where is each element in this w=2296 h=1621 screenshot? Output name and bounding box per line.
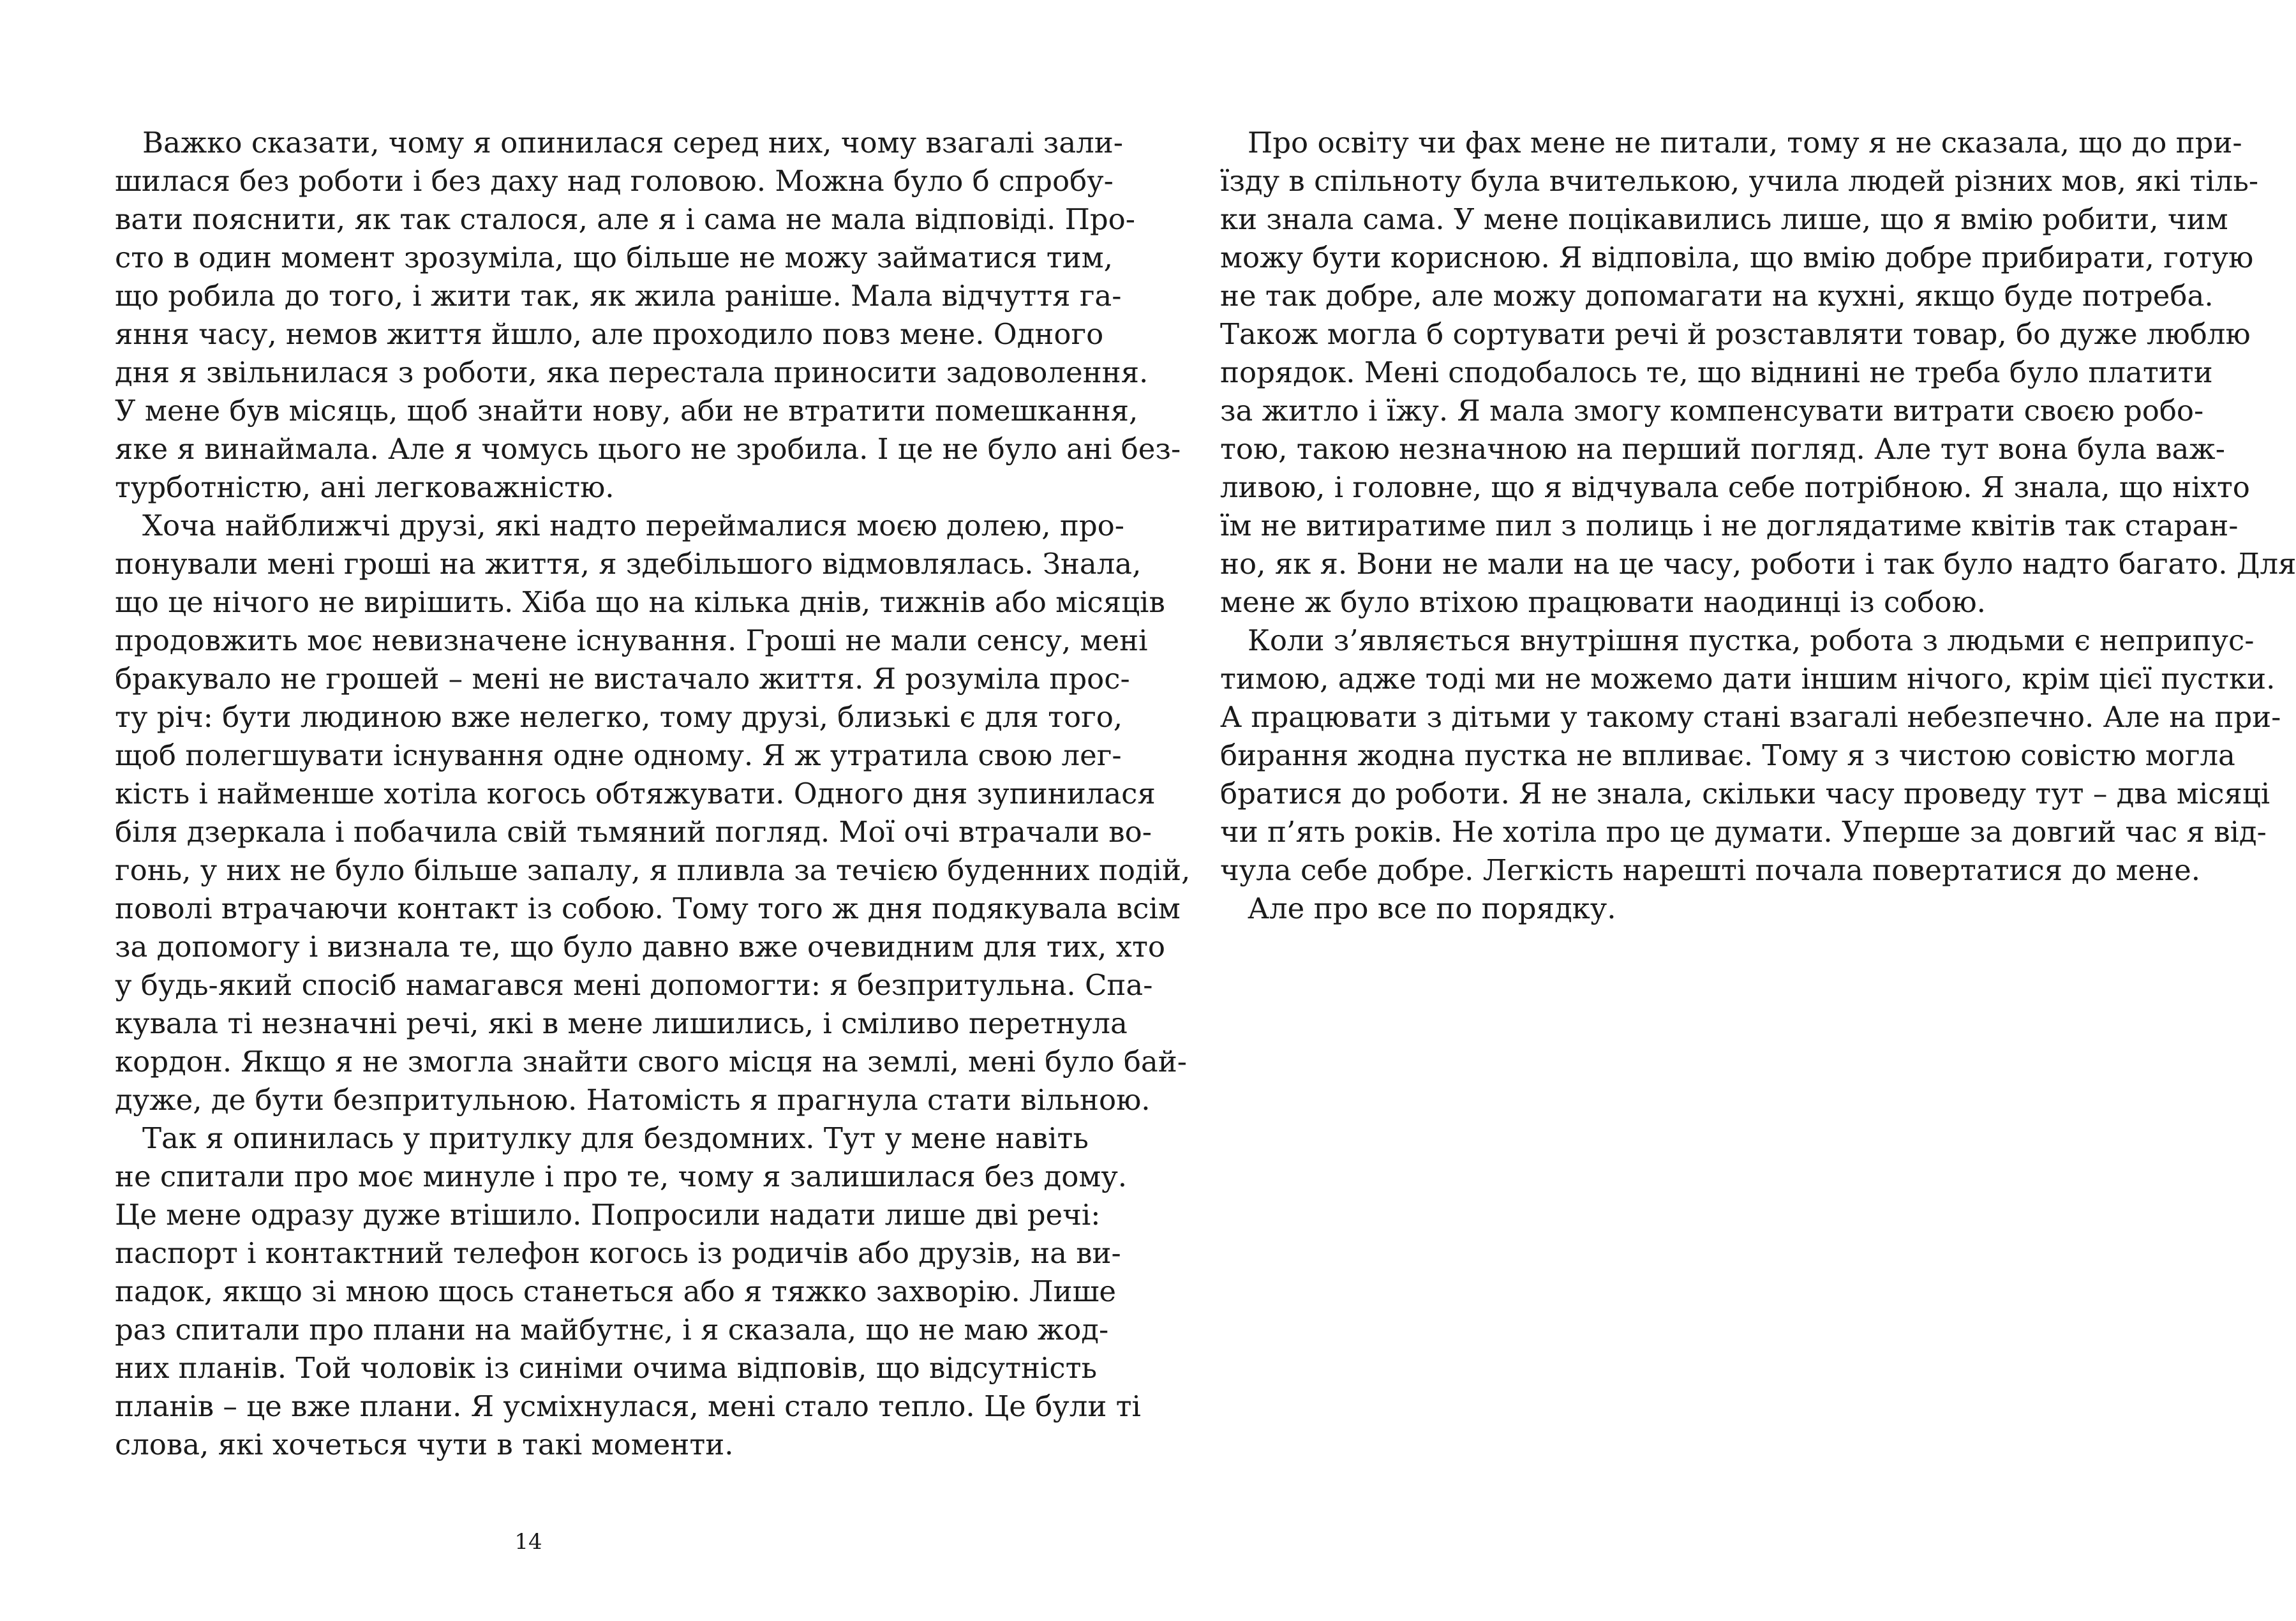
- text-line: паспорт і контактний телефон когось із родичів або друзів, на ви-: [115, 1236, 1121, 1270]
- text-line: понували мені гроші на життя, я здебільшого відмовлялась. Знала,: [115, 547, 1142, 581]
- paragraph: [115, 1119, 1141, 1464]
- text-line: мене ж було втіхою працювати наодинці із собою.: [1220, 585, 1986, 619]
- text-line: падок, якщо зі мною щось станеться або я тяжко захворію. Лише: [115, 1274, 1117, 1308]
- text-line: Хоча найближчі друзі, які надто переймалися моєю долею, про-: [142, 509, 1124, 542]
- text-line: їзду в спільноту була вчителькою, учила людей різних мов, які тіль-: [1220, 164, 2259, 198]
- text-line: Так я опинилась у притулку для бездомних. Тут у мене навіть: [142, 1121, 1089, 1155]
- paragraph: [115, 507, 1191, 1119]
- text-line: братися до роботи. Я не знала, скільки часу проведу тут – два місяці: [1220, 777, 2270, 810]
- text-line: них планів. Той чоловік із синіми очима відповів, що відсутність: [115, 1351, 1097, 1385]
- text-line: Про освіту чи фах мене не питали, тому я не сказала, що до при-: [1248, 126, 2242, 160]
- text-line: чула себе добре. Легкість нарешті почала повертатися до мене.: [1220, 853, 2201, 887]
- text-line: можу бути корисною. Я відповіла, що вмію добре прибирати, готую: [1220, 241, 2254, 274]
- text-line: планів – це вже плани. Я усміхнулася, мені стало тепло. Це були ті: [115, 1389, 1141, 1423]
- text-line: бракувало не грошей – мені не вистачало життя. Я розуміла прос-: [115, 662, 1130, 696]
- text-line: тимою, адже тоді ми не можемо дати іншим нічого, крім цієї пустки.: [1220, 662, 2276, 696]
- text-line: ливою, і головне, що я відчувала себе потрібною. Я знала, що ніхто: [1220, 470, 2250, 504]
- text-line: кість і найменше хотіла когось обтяжувати. Одного дня зупинилася: [115, 777, 1156, 810]
- text-line: кувала ті незначні речі, які в мене лишились, і сміливо перетнула: [115, 1006, 1128, 1040]
- paragraph: [1220, 622, 2281, 890]
- text-line: порядок. Мені сподобалось те, що віднині не треба було платити: [1220, 355, 2213, 389]
- text-line: А працювати з дітьми у такому стані взагалі небезпечно. Але на при-: [1220, 700, 2281, 734]
- text-line: Також могла б сортувати речі й розставляти товар, бо дуже люблю: [1220, 317, 2251, 351]
- text-line: Коли з’являється внутрішня пустка, робота з людьми є неприпус-: [1248, 624, 2255, 657]
- text-line: щоб полегшувати існування одне одному. Я ж утратила свою лег-: [115, 738, 1122, 772]
- text-line: поволі втрачаючи контакт із собою. Тому того ж дня подякувала всім: [115, 892, 1181, 925]
- text-line: яння часу, немов життя йшло, але проходило повз мене. Одного: [115, 317, 1104, 351]
- paragraph: [1220, 890, 2092, 928]
- text-line: шилася без роботи і без даху над головою. Можна було б спробу-: [115, 164, 1114, 198]
- page-number: 14: [514, 1529, 542, 1555]
- paragraph: [115, 124, 1181, 507]
- text-line: їм не витиратиме пил з полиць і не доглядатиме квітів так старан-: [1220, 509, 2239, 542]
- text-line: що робила до того, і жити так, як жила раніше. Мала відчуття га-: [115, 279, 1122, 313]
- text-line: дня я звільнилася з роботи, яка перестала приносити задоволення.: [115, 355, 1149, 389]
- text-line: дуже, де бути безпритульною. Натомість я прагнула стати вільною.: [115, 1083, 1151, 1117]
- text-line: У мене був місяць, щоб знайти нову, аби не втратити помешкання,: [115, 394, 1138, 428]
- text-line: раз спитали про плани на майбутнє, і я сказала, що не маю жод-: [115, 1313, 1109, 1347]
- text-line: вати пояснити, як так сталося, але я і сама не мала відповіді. Про-: [115, 202, 1135, 236]
- text-line: не спитали про моє минуле і про те, чому я залишилася без дому.: [115, 1160, 1128, 1193]
- text-line: Це мене одразу дуже втішило. Попросили надати лише дві речі:: [115, 1198, 1101, 1232]
- paragraph: [1220, 124, 2296, 622]
- text-line: бирання жодна пустка не впливає. Тому я з чистою совістю могла: [1220, 738, 2235, 772]
- text-line: гонь, у них не було більше запалу, я пливла за течією буденних подій,: [115, 853, 1191, 887]
- left-page: [115, 124, 1191, 1464]
- text-line: турботністю, ані легковажністю.: [115, 470, 615, 504]
- text-line: за житло і їжу. Я мала змогу компенсувати витрати своєю робо-: [1220, 394, 2204, 428]
- text-line: не так добре, але можу допомагати на кухні, якщо буде потреба.: [1220, 279, 2214, 313]
- text-line: тою, такою незначною на перший погляд. Але тут вона була важ-: [1220, 432, 2225, 466]
- text-line: чи п’ять років. Не хотіла про це думати. Уперше за довгий час я від-: [1220, 815, 2267, 849]
- text-line: Важко сказати, чому я опинилася серед них, чому взагалі зали-: [142, 126, 1123, 160]
- text-line: що це нічого не вирішить. Хіба що на кілька днів, тижнів або місяців: [115, 585, 1165, 619]
- text-line: у будь-який спосіб намагався мені допомогти: я безпритульна. Спа-: [115, 968, 1153, 1002]
- text-line: но, як я. Вони не мали на це часу, роботи і так було надто багато. Для: [1220, 547, 2296, 581]
- text-line: яке я винаймала. Але я чомусь цього не зробила. І це не було ані без-: [115, 432, 1181, 466]
- text-line: ту річ: бути людиною вже нелегко, тому друзі, близькі є для того,: [115, 700, 1123, 734]
- text-line: Але про все по порядку.: [1248, 892, 1616, 925]
- text-line: слова, які хочеться чути в такі моменти.: [115, 1428, 734, 1461]
- right-page: [1220, 124, 2296, 928]
- text-line: продовжить моє невизначене існування. Гроші не мали сенсу, мені: [115, 624, 1148, 657]
- text-line: біля дзеркала і побачила свій тьмяний погляд. Мої очі втрачали во-: [115, 815, 1152, 849]
- text-line: кордон. Якщо я не змогла знайти свого місця на землі, мені було бай-: [115, 1045, 1187, 1079]
- text-line: сто в один момент зрозуміла, що більше не можу займатися тим,: [115, 241, 1113, 274]
- text-line: за допомогу і визнала те, що було давно вже очевидним для тих, хто: [115, 930, 1165, 964]
- text-line: ки знала сама. У мене поцікавились лише, що я вмію робити, чим: [1220, 202, 2228, 236]
